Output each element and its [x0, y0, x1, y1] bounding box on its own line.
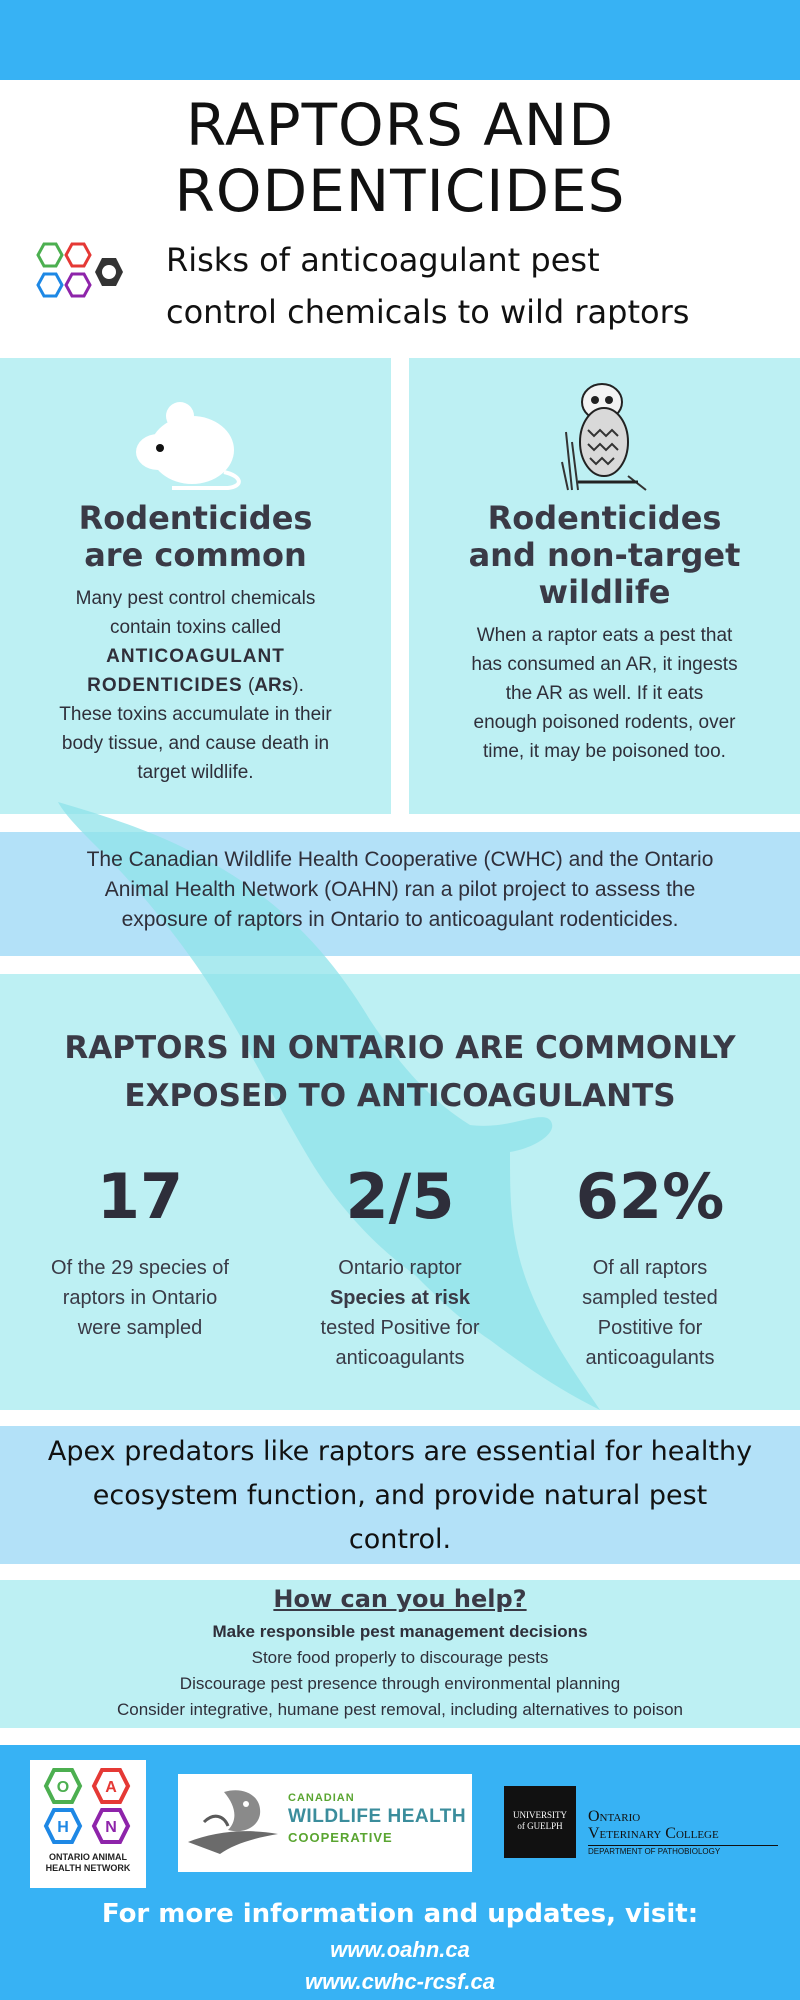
help-tip-3: Consider integrative, humane pest removal, including alternatives to poison [116, 1700, 684, 1719]
oahn-line-2: HEALTH NETWORK [45, 1863, 131, 1873]
page-title [0, 92, 800, 224]
right-text-line-1: When a raptor eats a pest that [476, 625, 733, 646]
cwhc-bird-icon [184, 1782, 282, 1864]
stat-3-line-1: Of all raptors [592, 1257, 708, 1279]
left-text-paren-open: ( [242, 675, 255, 696]
project-line-1: The Canadian Wildlife Health Cooperative (CWHC) and the Ontario [86, 848, 714, 871]
right-text-line-3: the AR as well. If it eats [505, 683, 704, 704]
left-heading [0, 500, 391, 574]
left-text-line-6: target wildlife. [137, 762, 254, 783]
oahn-logo-text [30, 1852, 146, 1874]
help-tip-bold: Make responsible pest management decisions [212, 1622, 588, 1641]
right-heading-line-1: Rodenticides [487, 499, 722, 537]
oahn-line-1: ONTARIO ANIMAL [49, 1852, 127, 1862]
footer-links [0, 1934, 800, 1998]
mouse-icon [132, 402, 250, 492]
help-tip-2: Discourage pest presence through environmental planning [179, 1674, 621, 1693]
oahn-logo-small [28, 240, 154, 320]
stat-1-line-3: were sampled [77, 1317, 203, 1339]
help-tip-1: Store food properly to discourage pests [251, 1648, 549, 1667]
footer-cta: For more information and updates, visit: [101, 1899, 699, 1929]
guelph-line-1: UNIVERSITY [513, 1810, 567, 1820]
top-bar [0, 0, 800, 80]
stat-3-line-4: anticoagulants [585, 1347, 715, 1369]
left-heading-line-2: are common [84, 536, 307, 574]
stat-value-species-sampled: 17 [96, 1160, 184, 1233]
left-text-line-5: body tissue, and cause death in [61, 733, 330, 754]
right-heading-line-2: and non-target [468, 536, 741, 574]
left-text-line-4: These toxins accumulate in their [59, 704, 332, 725]
apex-text [0, 1430, 800, 1562]
page-subtitle [166, 234, 766, 338]
stat-value-percent-positive: 62% [575, 1160, 725, 1233]
right-heading [409, 500, 800, 611]
help-tips [0, 1619, 800, 1723]
left-body-text [0, 584, 391, 787]
guelph-crest [504, 1786, 576, 1858]
stats-heading-line-2: EXPOSED TO ANTICOAGULANTS [124, 1078, 676, 1114]
ovc-line-1: Ontario [588, 1808, 641, 1825]
cwhc-logo [178, 1774, 472, 1872]
oahn-letter-h: H [57, 1819, 69, 1836]
oahn-logo-mark [40, 1766, 136, 1848]
ovc-line-3: DEPARTMENT OF PATHOBIOLOGY [588, 1845, 778, 1858]
title-line-2: RODENTICIDES [174, 157, 626, 225]
guelph-line-2: of GUELPH [517, 1821, 563, 1831]
stat-value-species-at-risk: 2/5 [345, 1160, 455, 1233]
stat-1-line-2: raptors in Ontario [62, 1287, 218, 1309]
stats-heading [0, 1024, 800, 1120]
right-text-line-5: time, it may be poisoned too. [483, 741, 726, 762]
right-text-line-4: enough poisoned rodents, over [473, 712, 736, 733]
project-text [0, 845, 800, 935]
left-text-bold-3: ARs [254, 675, 293, 696]
oahn-letter-o: O [56, 1779, 70, 1796]
right-heading-line-3: wildlife [538, 573, 671, 611]
cwhc-line-3: COOPERATIVE [288, 1830, 393, 1845]
left-text-bold-2: RODENTICIDES [87, 675, 243, 696]
left-text-paren-close: ). [292, 675, 304, 696]
cwhc-line-2: WILDLIFE HEALTH [288, 1806, 467, 1827]
title-line-1: RAPTORS AND [186, 91, 614, 159]
stat-2-line-2: Species at risk [329, 1287, 471, 1309]
link-cwhc[interactable]: www.cwhc-rcsf.ca [305, 1969, 495, 1994]
left-text-line-2: contain toxins called [109, 617, 282, 638]
apex-line-1: Apex predators like raptors are essential for healthy [47, 1436, 753, 1467]
cwhc-line-1: CANADIAN [288, 1792, 355, 1804]
stat-3-line-2: sampled tested [582, 1287, 718, 1309]
subtitle-line-1: Risks of anticoagulant pest [166, 241, 600, 279]
guelph-crest-text [504, 1810, 576, 1832]
oahn-letter-a: A [105, 1779, 117, 1796]
stat-2-line-1: Ontario raptor [338, 1257, 462, 1279]
left-text-line-1: Many pest control chemicals [75, 588, 316, 609]
oahn-logo [30, 1760, 146, 1888]
subtitle-line-2: control chemicals to wild raptors [166, 293, 690, 331]
left-text-line-ars [0, 671, 391, 700]
oahn-letter-n: N [105, 1819, 117, 1836]
stat-1-line-1: Of the 29 species of [51, 1257, 229, 1279]
project-line-2: Animal Health Network (OAHN) ran a pilot project to assess the [104, 878, 696, 901]
left-heading-line-1: Rodenticides [78, 499, 313, 537]
project-line-3: exposure of raptors in Ontario to anticoagulant rodenticides. [121, 908, 679, 931]
stat-label-species-sampled [20, 1253, 260, 1343]
stat-label-species-at-risk [280, 1253, 520, 1373]
help-heading: How can you help? [273, 1585, 527, 1613]
stat-label-percent-positive [530, 1253, 770, 1373]
left-text-bold-1: ANTICOAGULANT [106, 646, 285, 667]
stat-2-line-4: anticoagulants [335, 1347, 465, 1369]
apex-line-2: ecosystem function, and provide natural pest [92, 1480, 708, 1511]
ovc-wordmark [588, 1808, 778, 1858]
stats-heading-line-1: RAPTORS IN ONTARIO ARE COMMONLY [64, 1030, 736, 1066]
apex-line-3: control. [348, 1524, 452, 1555]
ovc-line-2: Veterinary College [588, 1825, 719, 1842]
stat-3-line-3: Postitive for [597, 1317, 703, 1339]
owl-icon [558, 372, 650, 494]
link-oahn[interactable]: www.oahn.ca [330, 1937, 470, 1962]
right-body-text [409, 621, 800, 766]
stat-2-line-3: tested Positive for [320, 1317, 480, 1339]
right-text-line-2: has consumed an AR, it ingests [471, 654, 738, 675]
